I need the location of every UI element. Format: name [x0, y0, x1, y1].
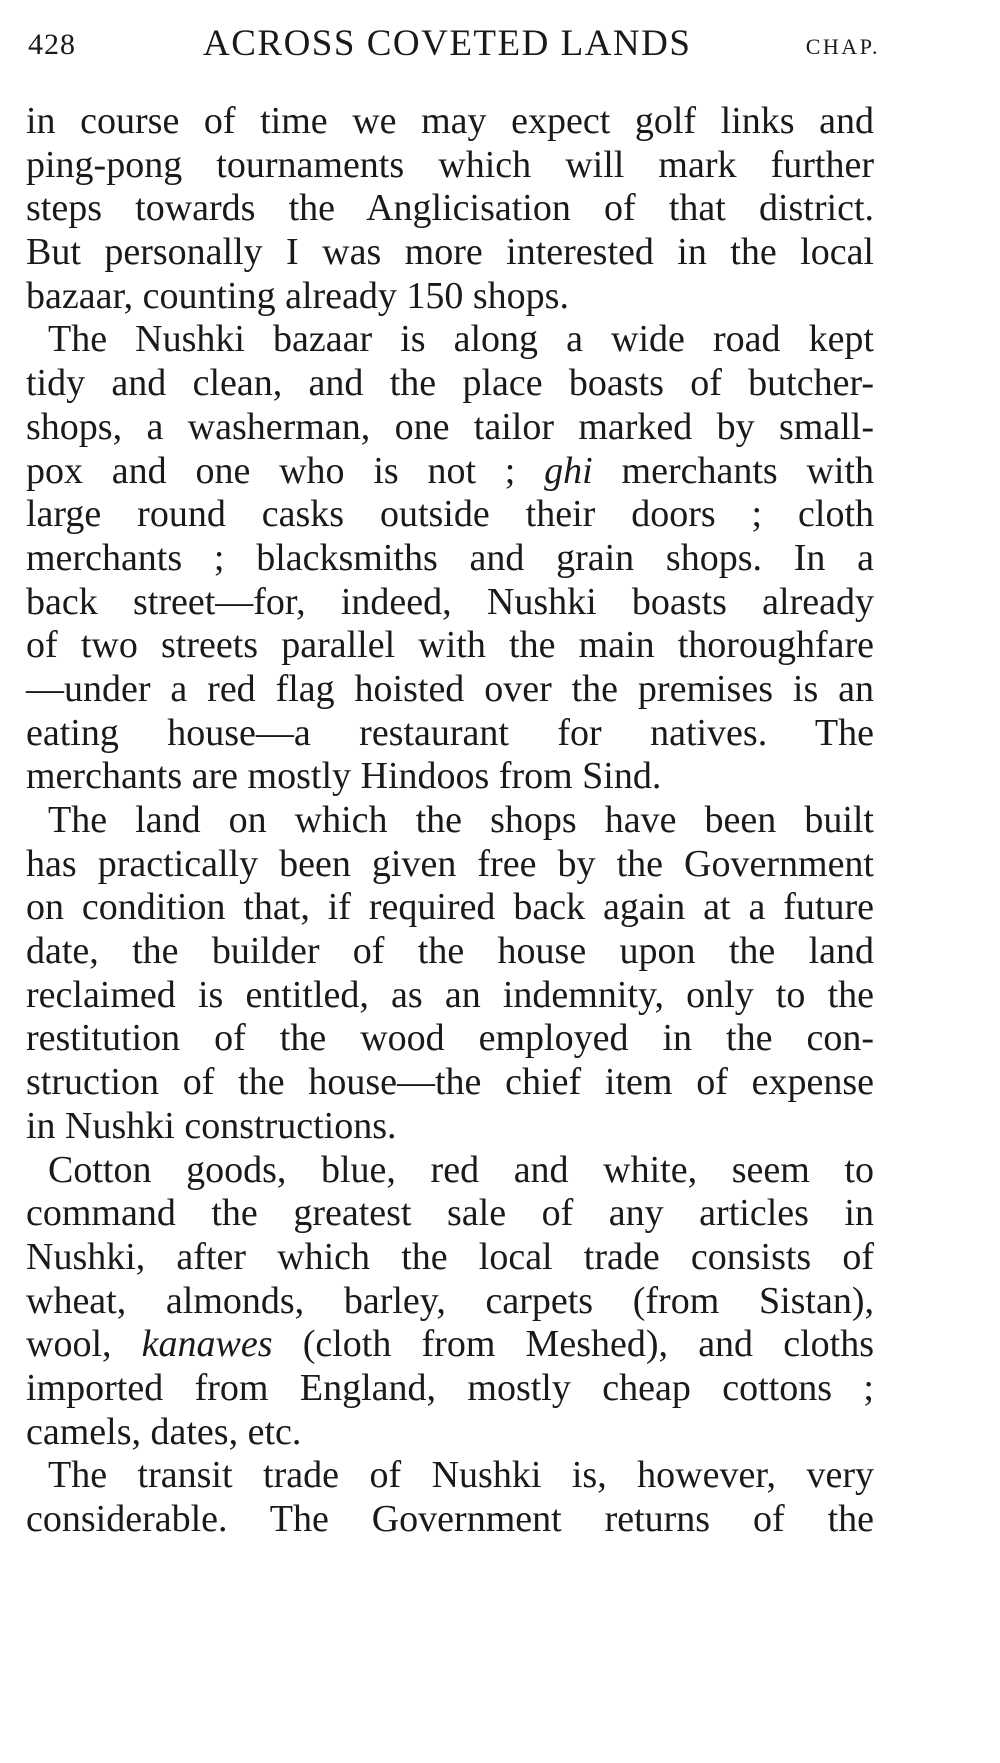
body-text — [26, 100, 874, 1542]
text-line: struction of the house—the chief item of expense — [26, 1061, 874, 1104]
text-line: wheat, almonds, barley, carpets (from Sistan), — [26, 1279, 874, 1322]
text-line: Nushki, after which the local trade consists of — [26, 1235, 874, 1278]
text-line: date, the builder of the house upon the land — [26, 930, 874, 973]
text-line: command the greatest sale of any articles in — [26, 1192, 874, 1235]
text-line: of two streets parallel with the main thoroughfare — [26, 624, 874, 667]
line-segment: merchants with — [621, 449, 875, 492]
text-line: ping-pong tournaments which will mark further — [26, 143, 874, 186]
text-line: The transit trade of Nushki is, however, very — [48, 1454, 874, 1497]
text-line: on condition that, if required back again at a future — [26, 886, 874, 929]
text-line: The Nushki bazaar is along a wide road kept — [48, 318, 874, 361]
text-line: merchants are mostly Hindoos from Sind. — [26, 755, 662, 798]
line-segment: wool, — [26, 1323, 112, 1366]
book-title: ACROSS COVETED LANDS — [203, 23, 692, 64]
text-line: in Nushki constructions. — [26, 1104, 397, 1147]
text-line: reclaimed is entitled, as an indemnity, only to the — [26, 973, 874, 1016]
text-line: The land on which the shops have been built — [48, 799, 874, 841]
text-line: bazaar, counting already 150 shops. — [26, 274, 569, 317]
text-line: Cotton goods, blue, red and white, seem to — [48, 1148, 874, 1191]
chapter-mark: CHAP. — [805, 34, 880, 59]
page-number: 428 — [28, 28, 76, 61]
text-line: large round casks outside their doors ; cloth — [26, 493, 874, 536]
text-line-with-italic — [26, 450, 874, 494]
italic-term-ghi: ghi — [544, 449, 593, 492]
text-line: considerable. The Government returns of the — [26, 1498, 874, 1540]
text-line: But personally I was more interested in the local — [26, 231, 874, 274]
text-line: has practically been given free by the Government — [26, 842, 874, 885]
text-line-with-italic — [26, 1323, 874, 1367]
text-line: —under a red flag hoisted over the premises is an — [26, 667, 874, 710]
line-segment: (cloth from Meshed), and cloths — [302, 1323, 874, 1366]
text-line: restitution of the wood employed in the con- — [26, 1017, 874, 1060]
line-segment: pox and one who is not ; — [26, 449, 516, 492]
text-line: merchants ; blacksmiths and grain shops. In a — [26, 536, 874, 579]
running-head — [28, 22, 880, 66]
text-line: shops, a washerman, one tailor marked by small- — [26, 405, 874, 448]
text-line: back street—for, indeed, Nushki boasts already — [26, 580, 874, 623]
text-line: tidy and clean, and the place boasts of butcher- — [26, 362, 874, 405]
text-line: camels, dates, etc. — [26, 1410, 302, 1453]
text-line: steps towards the Anglicisation of that district. — [26, 187, 874, 230]
text-line: eating house—a restaurant for natives. The — [26, 711, 874, 754]
italic-term-kanawes: kanawes — [141, 1323, 273, 1366]
text-line: in course of time we may expect golf links and — [26, 100, 874, 142]
text-line: imported from England, mostly cheap cottons ; — [26, 1366, 874, 1409]
